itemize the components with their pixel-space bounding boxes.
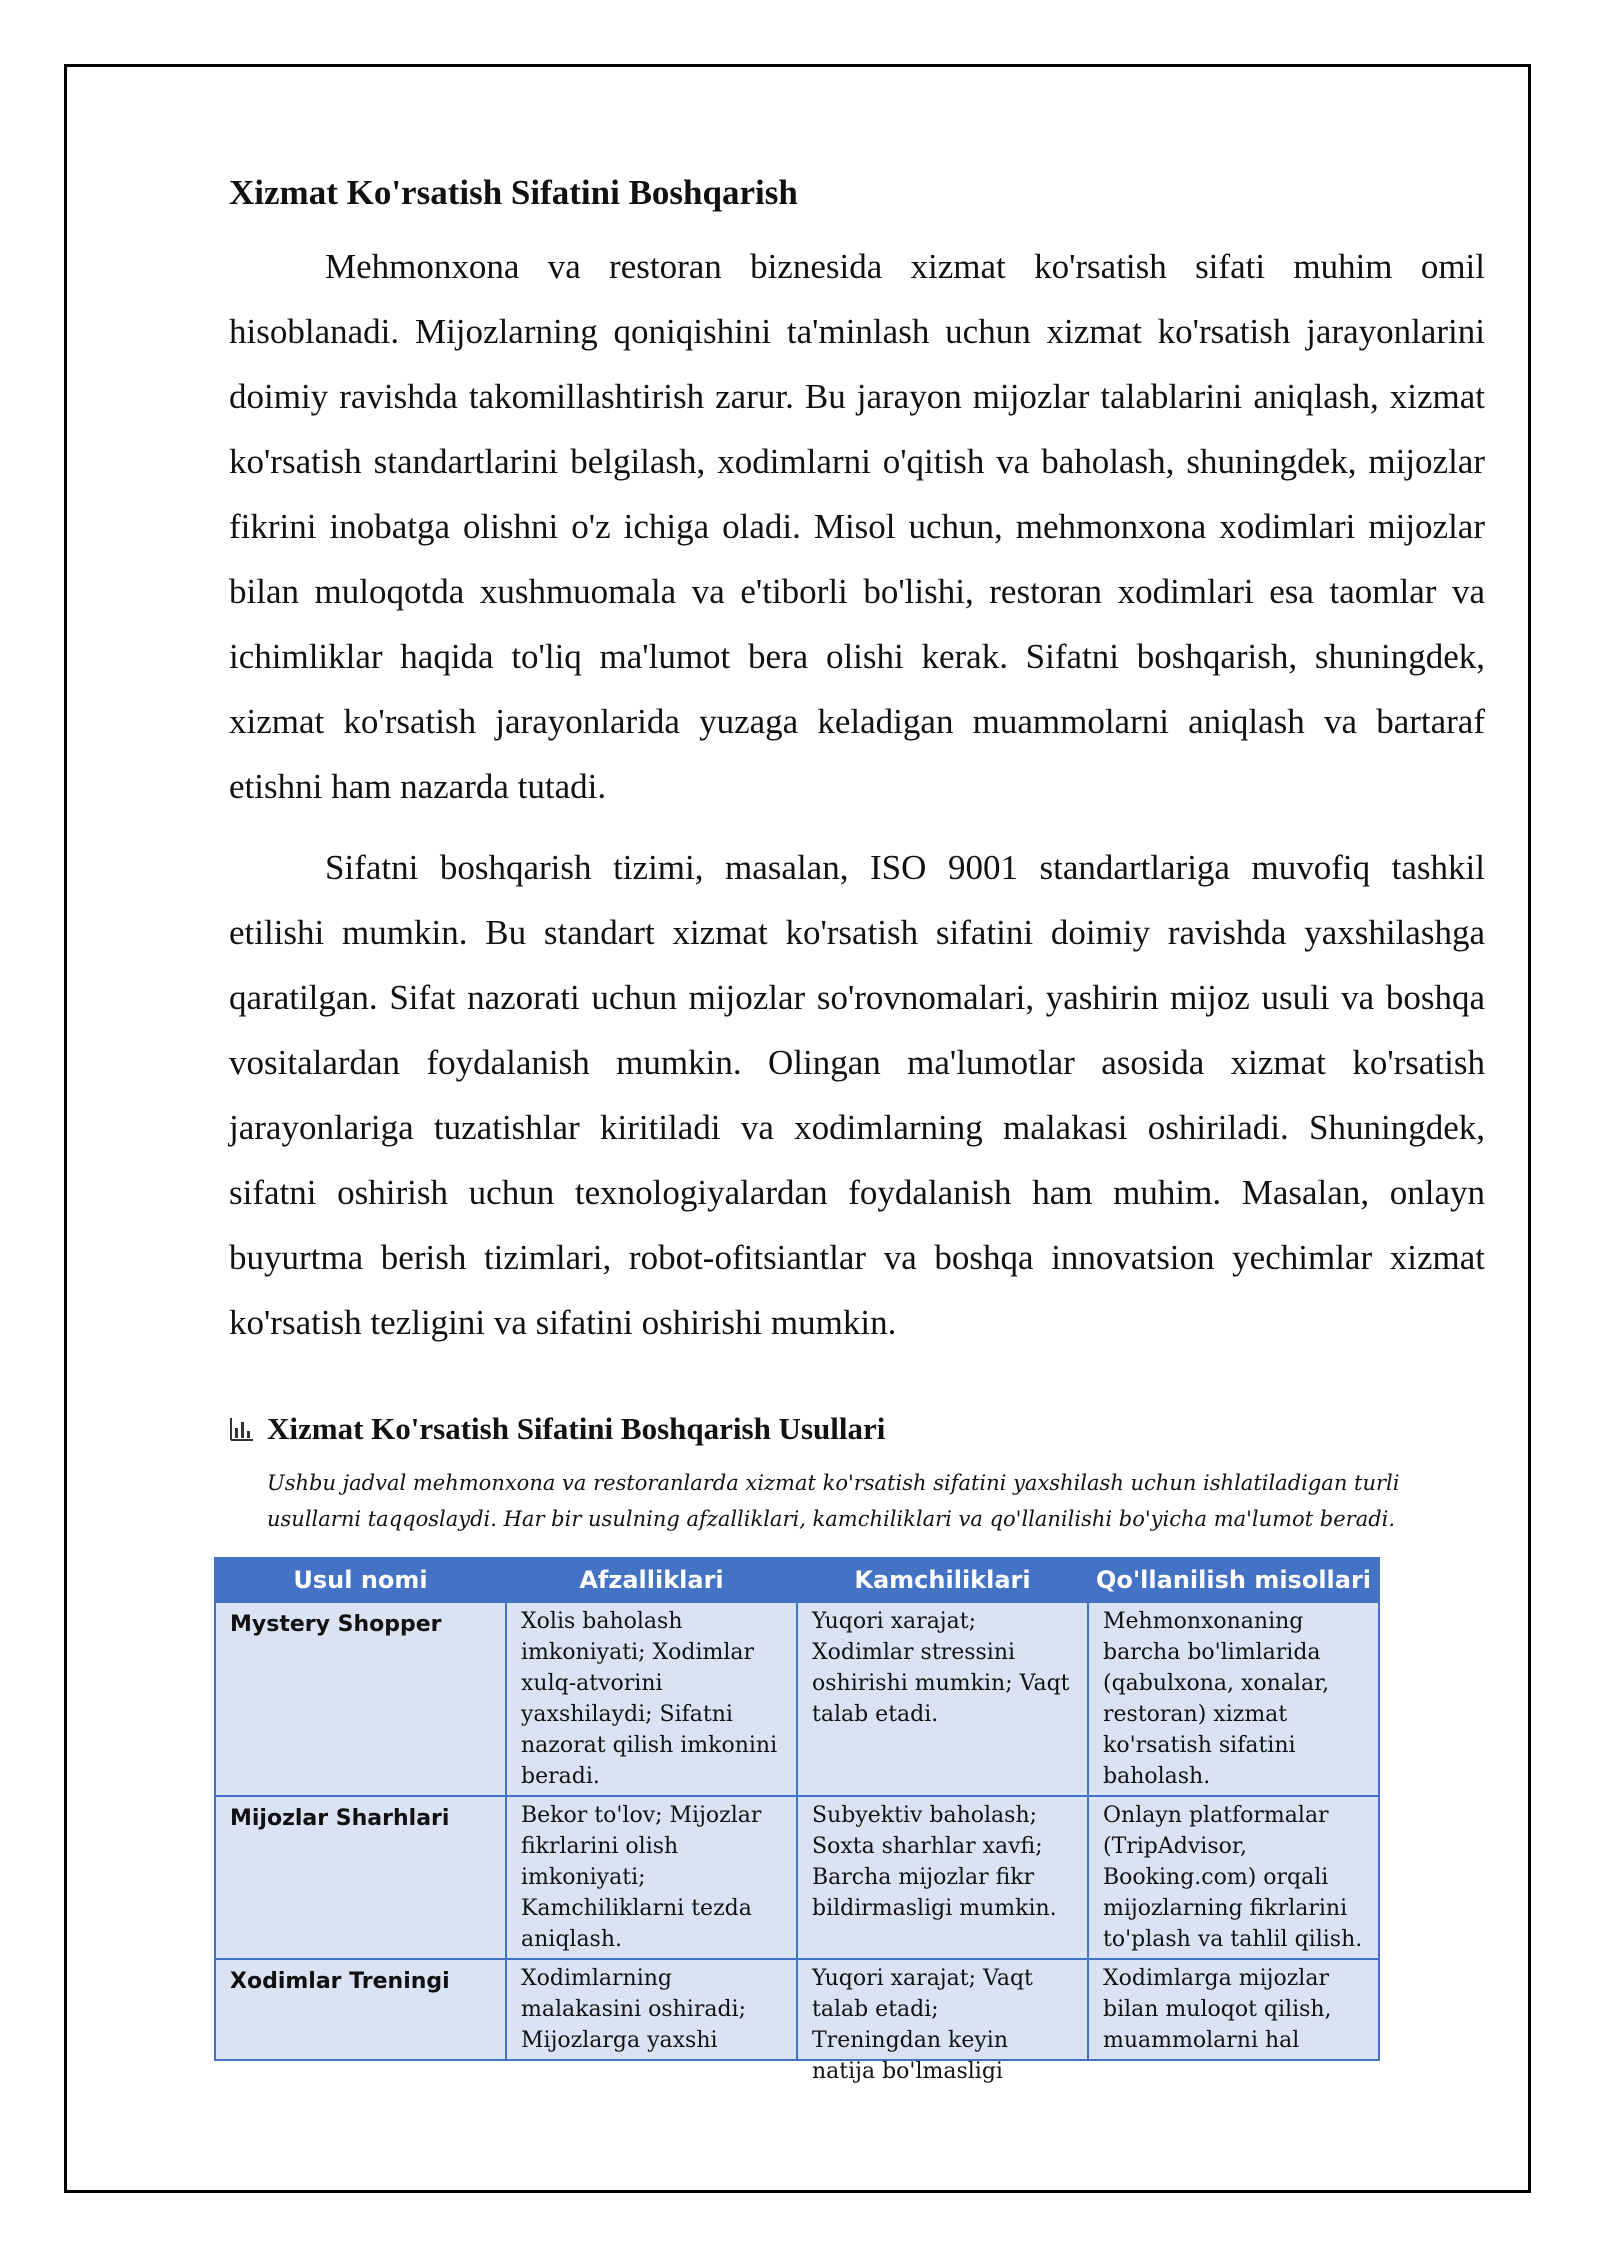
table-heading-text: Xizmat Ko'rsatish Sifatini Boshqarish Usullari [267,1410,886,1446]
table-caption: Ushbu jadval mehmonxona va restoranlarda xizmat ko'rsatish sifatini yaxshilash uchun ishlatiladigan turli usullarni taqqoslaydi. Har bir usulning afzalliklari, kamchiliklari va qo'llanilishi bo'yicha ma'lumot beradi. [267,1470,1400,1531]
disadvantages-cell: Yuqori xarajat; Xodimlar stressini oshirishi mumkin; Vaqt talab etadi. [797,1602,1088,1796]
examples-text: Xodimlarga mijozlar bilan muloqot qilish, muammolarni hal [1103,1965,1332,2053]
paragraph-1: Mehmonxona va restoran biznesida xizmat ko'rsatish sifati muhim omil hisoblanadi. Mijozlarning qoniqishini ta'minlash uchun xizmat ko'rsatish jarayonlarini doimiy ravishda takomillashtirish zarur. Bu jarayon mijozlar talablarini aniqlash, xizmat ko'rsatish standartlarini belgilash, xodimlarni o'qitish va baholash, shuningdek, mijozlar fikrini inobatga olishni o'z ichiga oladi. Misol uchun, mehmonxona xodimlari mijozlar bilan muloqotda xushmuomala va e'tiborli bo'lishi, restoran xodimlari esa taomlar va ichimliklar haqida to'liq ma'lumot bera olishi kerak. Sifatni boshqarish, shuningdek, xizmat ko'rsatish jarayonlarida yuzaga keladigan muammolarni aniqlash va bartaraf etishni ham nazarda tutadi. [229,246,1485,806]
examples-cell: Mehmonxonaning barcha bo'limlarida (qabulxona, xonalar, restoran) xizmat ko'rsatish sifatini baholash. [1088,1602,1379,1796]
table-heading [229,1411,1485,1447]
method-name-cell: Mystery Shopper [215,1602,506,1796]
table-header-row [215,1558,1379,1602]
table-row [215,1602,1379,1796]
advantages-cell: Bekor to'lov; Mijozlar fikrlarini olish imkoniyati; Kamchiliklarni tezda aniqlash. [506,1796,797,1959]
bar-chart-icon [229,1416,255,1442]
disadvantages-cell [797,1959,1088,2084]
advantages-cell [506,1959,797,2060]
document-body [229,170,1485,2084]
paragraph-2: Sifatni boshqarish tizimi, masalan, ISO 9001 standartlariga muvofiq tashkil etilishi mumkin. Bu standart xizmat ko'rsatish sifatini doimiy ravishda yaxshilashga qaratilgan. Sifat nazorati uchun mijozlar so'rovnomalari, yashirin mijoz usuli va boshqa vositalardan foydalanish mumkin. Olingan ma'lumotlar asosida xizmat ko'rsatish jarayonlariga tuzatishlar kiritiladi va xodimlarning malakasi oshiriladi. Shuningdek, sifatni oshirish uchun texnologiyalardan foydalanish ham muhim. Masalan, onlayn buyurtma berish tizimlari, robot-ofitsiantlar va boshqa innovatsion yechimlar xizmat ko'rsatish tezligini va sifatini oshirishi mumkin. [229,847,1485,1342]
examples-cell: Onlayn platformalar (TripAdvisor, Booking.com) orqali mijozlarning fikrlarini to'plash va tahlil qilish. [1088,1796,1379,1959]
disadvantages-cell: Subyektiv baholash; Soxta sharhlar xavfi; Barcha mijozlar fikr bildirmasligi mumkin. [797,1796,1088,1959]
document-title: Xizmat Ko'rsatish Sifatini Boshqarish [229,173,798,212]
table-row [215,1796,1379,1959]
column-header: Kamchiliklari [797,1558,1088,1602]
column-header: Qo'llanilish misollari [1088,1558,1379,1602]
disadvantages-text: Yuqori xarajat; Vaqt talab etadi; Treningdan keyin natija bo'lmasligi [812,1965,1033,2084]
method-name-cell: Mijozlar Sharhlari [215,1796,506,1959]
column-header: Usul nomi [215,1558,506,1602]
method-name-text: Xodimlar Treningi [230,1968,450,1994]
advantages-cell: Xolis baholash imkoniyati; Xodimlar xulq-atvorini yaxshilaydi; Sifatni nazorat qilish imkonini beradi. [506,1602,797,1796]
column-header: Afzalliklari [506,1558,797,1602]
examples-cell [1088,1959,1379,2060]
table-row [215,1959,1379,2060]
advantages-text: Xodimlarning malakasini oshiradi; Mijozlarga yaxshi [521,1965,747,2053]
method-name-cell [215,1959,506,2060]
methods-table [214,1557,1380,2084]
